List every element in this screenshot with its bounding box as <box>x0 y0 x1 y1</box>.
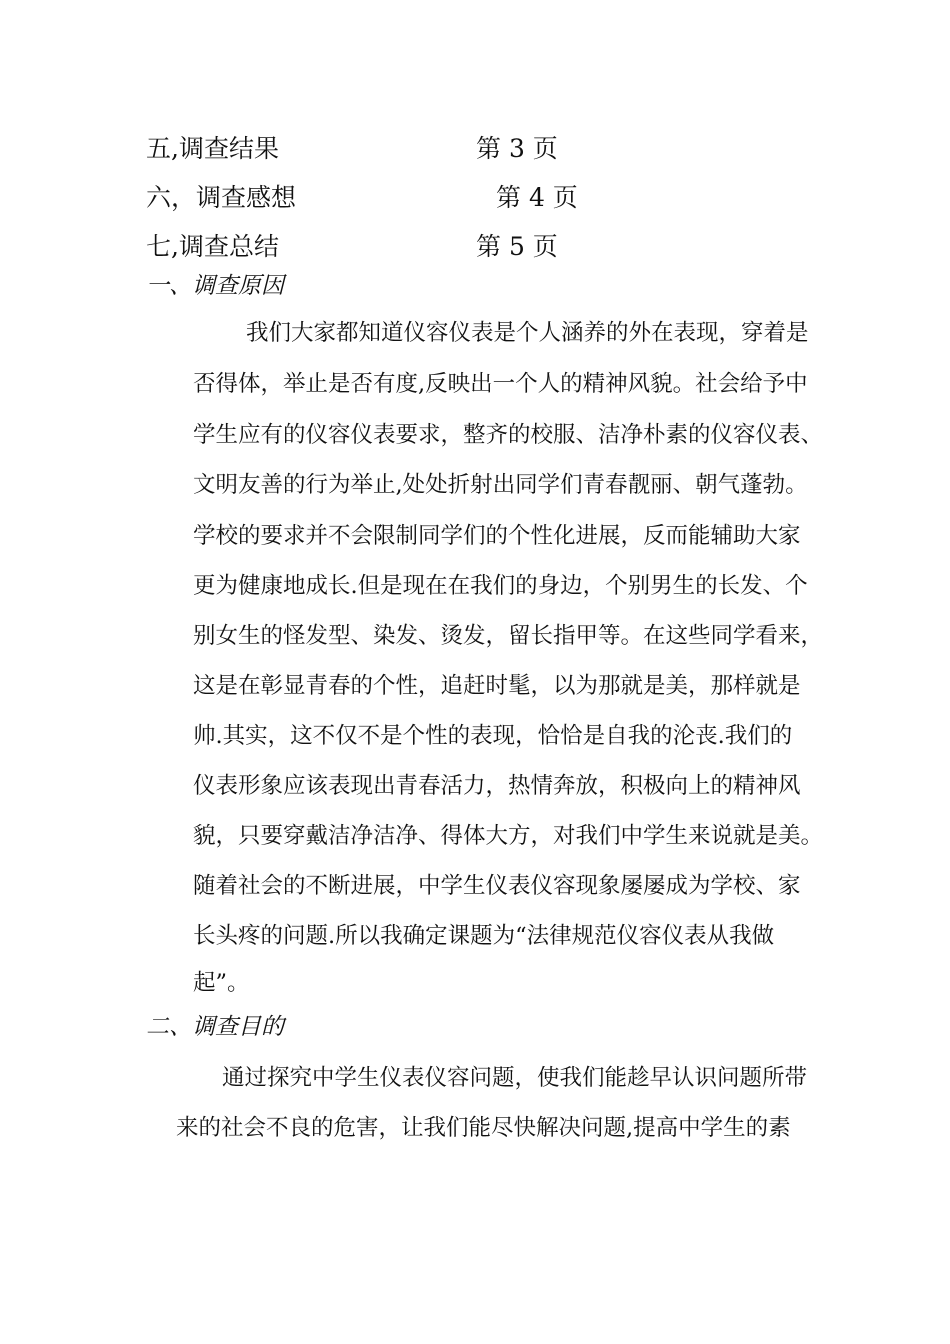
toc-label: 六，调查感想 <box>146 183 297 212</box>
paragraph-line: 否得体，举止是否有度,反映出一个人的精神风貌。社会给予中 <box>193 371 808 397</box>
toc-row-6 <box>146 178 666 218</box>
paragraph-line: 我们大家都知道仪容仪表是个人涵养的外在表现，穿着是 <box>246 320 809 346</box>
paragraph-line: 帅.其实，这不仅不是个性的表现，恰恰是自我的沦丧.我们的 <box>193 723 793 749</box>
toc-page-number: 第 3 页 <box>476 134 558 163</box>
paragraph-line: 学生应有的仪容仪表要求，整齐的校服、洁净朴素的仪容仪表、 <box>193 422 824 448</box>
paragraph-line: 长头疼的问题.所以我确定课题为“法律规范仪容仪表从我做 <box>193 923 775 949</box>
toc-row-7 <box>146 227 666 267</box>
toc-page-number: 第 5 页 <box>476 232 558 261</box>
paragraph-line: 这是在彰显青春的个性，追赶时髦，以为那就是美，那样就是 <box>193 673 801 699</box>
paragraph-line: 貌，只要穿戴洁净洁净、得体大方，对我们中学生来说就是美。 <box>193 823 824 849</box>
section-heading-reason: 一、调查原因 <box>146 273 284 299</box>
paragraph-line: 别女生的怪发型、染发、烫发，留长指甲等。在这些同学看来， <box>193 623 824 649</box>
paragraph-line: 随着社会的不断进展，中学生仪表仪容现象屡屡成为学校、家 <box>193 873 801 899</box>
paragraph-line: 通过探究中学生仪表仪容问题，使我们能趁早认识问题所带 <box>222 1065 808 1091</box>
toc-label: 七,调查总结 <box>146 232 279 261</box>
toc-row-5 <box>146 129 666 169</box>
section-heading-purpose: 二、调查目的 <box>146 1014 284 1040</box>
paragraph-line: 仪表形象应该表现出青春活力，热情奔放，积极向上的精神风 <box>193 773 801 799</box>
toc-page-number: 第 4 页 <box>496 183 578 212</box>
paragraph-line: 起”。 <box>193 970 250 996</box>
toc-label: 五,调查结果 <box>146 134 279 163</box>
paragraph-line: 学校的要求并不会限制同学们的个性化进展，反而能辅助大家 <box>193 523 801 549</box>
paragraph-line: 来的社会不良的危害，让我们能尽快解决问题,提高中学生的素 <box>176 1115 791 1141</box>
paragraph-line: 文明友善的行为举止,处处折射出同学们青春靓丽、朝气蓬勃。 <box>193 472 808 498</box>
paragraph-line: 更为健康地成长.但是现在在我们的身边，个别男生的长发、个 <box>193 573 808 599</box>
